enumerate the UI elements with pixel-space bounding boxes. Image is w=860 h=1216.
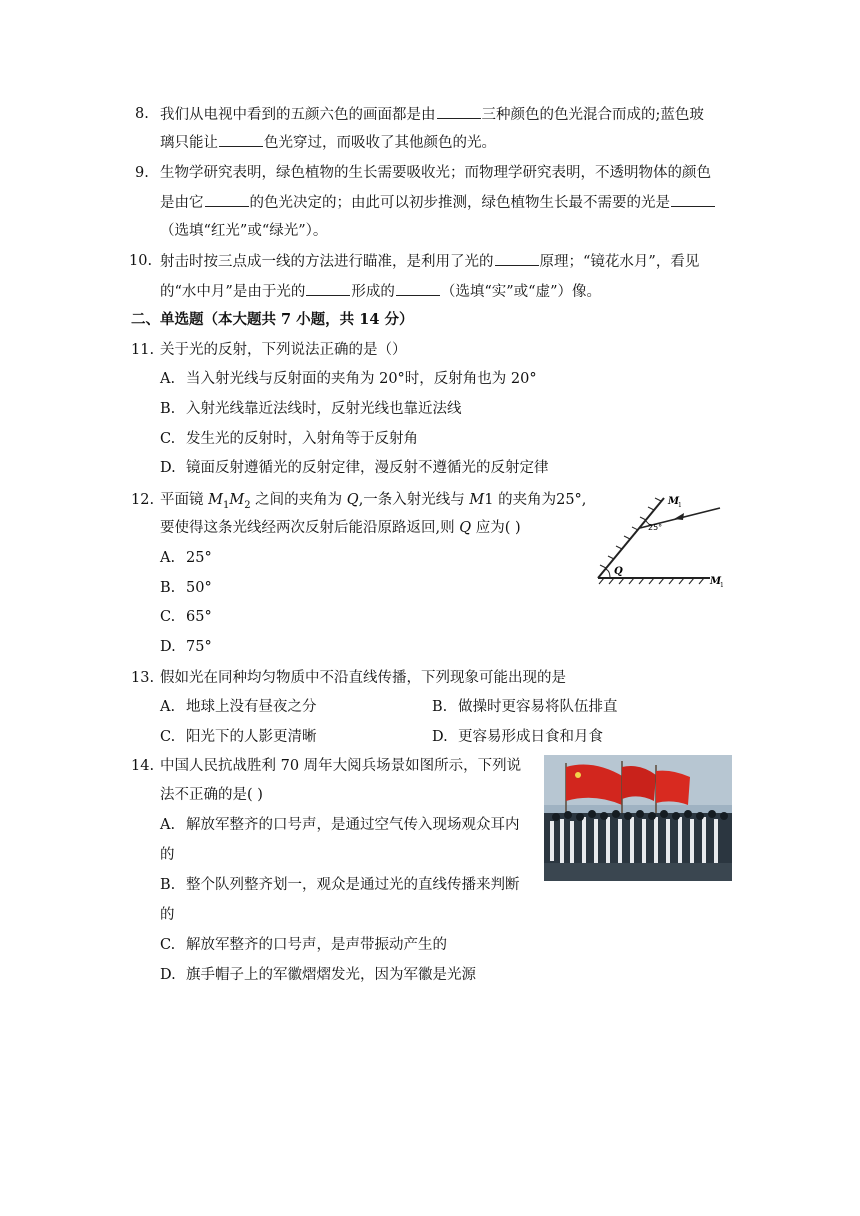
option-a[interactable]: A. 当入射光线与反射面的夹角为 20°时，反射角也为 20° [160,371,537,387]
question-number: 13. [131,670,155,686]
option-b[interactable]: B. 整个队列整齐划一，观众是通过光的直线传播来判断 [160,877,520,893]
angle-arc-q [605,569,610,578]
option-d[interactable]: D. 更容易形成日食和月食 [432,729,603,745]
question-9-line2: 是由它 的色光决定的；由此可以初步推测，绿色植物生长最不需要的光是 [160,192,716,213]
option-d[interactable]: D. 镜面反射遵循光的反射定律，漫反射不遵循光的反射定律 [160,460,549,476]
section-heading: 二、单选题（本大题共 7 小题，共 14 分） [131,311,414,328]
answer-blank[interactable] [437,104,481,119]
mirror-m1-line [598,498,664,578]
question-8-line2: 璃只能让 色光穿过，而吸收了其他颜色的光。 [160,132,496,153]
question-number: 11. [131,342,155,358]
answer-blank[interactable] [205,192,249,207]
question-12-line2: 要使得这条光线经两次反射后能沿原路返回,则 Q 应为( ) [160,520,521,536]
option-b-continued: 的 [160,907,175,923]
question-10-line2: 的“水中月”是由于光的 形成的 （选填“实”或“虚”）像。 [160,281,601,302]
mirror-angle-diagram [590,488,730,590]
question-number: 12. [131,492,155,508]
question-number: 14. [131,758,155,774]
question-number: 10. [129,253,153,269]
option-c[interactable]: C. 阳光下的人影更清晰 [160,729,317,745]
option-a[interactable]: A. 25° [160,550,212,566]
option-a[interactable]: A. 地球上没有昼夜之分 [160,699,317,715]
option-a[interactable]: A. 解放军整齐的口号声，是通过空气传入现场观众耳内 [160,817,520,833]
answer-blank[interactable] [396,281,440,296]
question-9-line3: （选填“红光”或“绿光”）。 [160,223,328,239]
question-14-line2: 法不正确的是( ) [160,787,263,803]
mirror-m1-sub: 1 [678,502,682,509]
option-c[interactable]: C. 发生光的反射时，入射角等于反射角 [160,431,418,447]
question-12-line1: 平面镜 $M_1M_2$ 之间的夹角为 Q,一条入射光线与 M1 的夹角为25°, [160,492,587,511]
option-c[interactable]: C. 65° [160,609,212,625]
answer-blank[interactable] [306,281,350,296]
option-d[interactable]: D. 75° [160,639,212,655]
answer-blank[interactable] [495,251,539,266]
question-13-stem: 假如光在同种均匀物质中不沿直线传播，下列现象可能出现的是 [160,670,566,686]
option-a-continued: 的 [160,847,175,863]
mirror-m2-label: M [710,576,722,587]
option-b[interactable]: B. 入射光线靠近法线时，反射光线也靠近法线 [160,401,462,417]
question-9-line1: 生物学研究表明，绿色植物的生长需要吸收光；而物理学研究表明，不透明物体的颜色 [160,165,711,181]
question-8-line1: 我们从电视中看到的五颜六色的画面都是由 三种颜色的色光混合而成的;蓝色玻 [160,104,704,125]
ray-arrow-icon [674,513,684,520]
question-14-line1: 中国人民抗战胜利 70 周年大阅兵场景如图所示，下列说 [160,758,522,774]
mirror-m1-label: M [668,496,680,507]
question-10-line1: 射击时按三点成一线的方法进行瞄准，是利用了光的 原理；“镜花水月”，看见 [160,251,699,272]
angle-q-label: Q [614,566,623,577]
answer-blank[interactable] [671,192,715,207]
option-b[interactable]: B. 做操时更容易将队伍排直 [432,699,618,715]
angle-label: 25° [648,523,663,532]
mirror-m2-sub: 1 [720,582,724,589]
option-b[interactable]: B. 50° [160,580,212,596]
option-d[interactable]: D. 旗手帽子上的军徽熠熠发光，因为军徽是光源 [160,967,476,983]
question-number: 8. [135,106,149,122]
question-11-stem: 关于光的反射，下列说法正确的是（） [160,342,407,358]
option-c[interactable]: C. 解放军整齐的口号声，是声带振动产生的 [160,937,447,953]
mirror-m1-hatching [600,498,661,568]
parade-photo [544,755,732,881]
question-number: 9. [135,165,149,181]
answer-blank[interactable] [219,132,263,147]
soldier-columns [544,810,732,881]
